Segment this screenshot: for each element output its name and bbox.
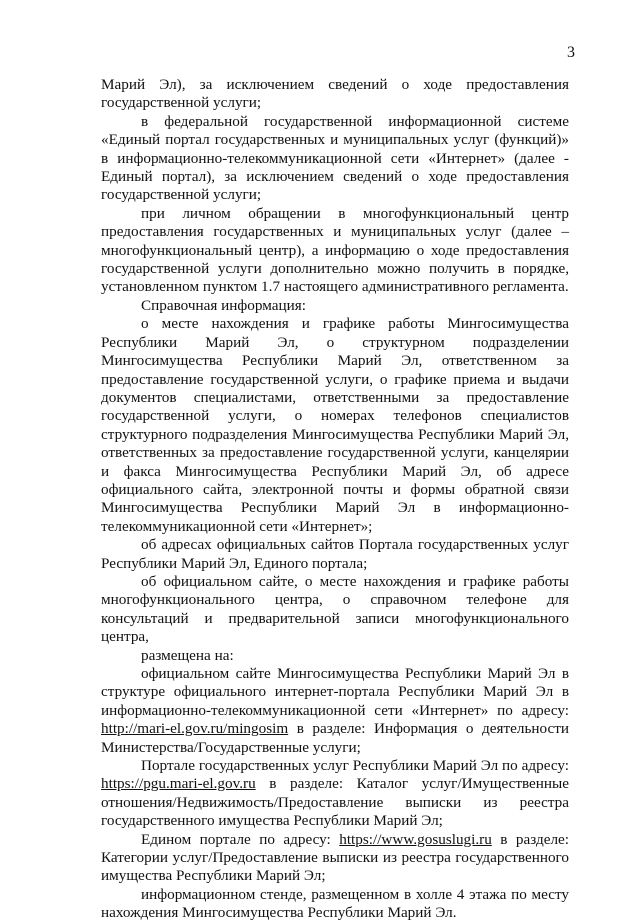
paragraph-gosuslugi-portal [101, 831, 569, 886]
page-number: 3 [567, 44, 575, 61]
gosuslugi-link[interactable]: https://www.gosuslugi.ru [339, 830, 492, 848]
paragraph-text: в разделе: Каталог услуг/Имущественные отношения/Недвижимость/Предоставление выписки из реестра государственного имущества Республики Марий Эл; [101, 775, 569, 830]
paragraph: об официальном сайте, о месте нахождения и графике работы многофункционального центра, о справочном телефоне для консультаций и предварительной записи многофункционального центра, [101, 572, 569, 646]
paragraph-text: Едином портале по адресу: [141, 830, 340, 848]
paragraph-text: Портале государственных услуг Республики Марий Эл по адресу: [141, 757, 569, 775]
paragraph-official-site [101, 665, 569, 757]
paragraph: Марий Эл), за исключением сведений о ходе предоставления государственной услуги; [101, 76, 569, 112]
paragraph: о месте нахождения и графике работы Мингосимущества Республики Марий Эл, о структурном подразделении Мингосимущества Республики Марий Эл, ответственном за предоставление государственной услуги, о графике приема и выдачи документов специалистами, ответственными за предоставление государственной услуги, о номерах телефонов специалистов структурного подразделения Мингосимущества Республики Марий Эл, ответственных за предоставление государственной услуги, канцелярии и факса Мингосимущества Республики Марий Эл, об адресе официального сайта, электронной почты и формы обратной связи Мингосимущества Республики Марий Эл в информационно-телекоммуникационной сети «Интернет»; [101, 315, 569, 535]
paragraph: в федеральной государственной информационной системе «Единый портал государственных и муниципальных услуг (функций)» в информационно-телекоммуникационной сети «Интернет» (далее - Единый портал), за исключением сведений о ходе предоставления государственной услуги; [101, 112, 569, 204]
paragraph-text: в разделе: Информация о деятельности Министерства/Государственные услуги; [101, 720, 569, 756]
pgu-link[interactable]: https://pgu.mari-el.gov.ru [101, 775, 256, 793]
paragraph: Справочная информация: [141, 296, 306, 314]
paragraph-pgu-portal [101, 757, 569, 831]
paragraph: размещена на: [141, 646, 234, 664]
paragraph: об адресах официальных сайтов Портала государственных услуг Республики Марий Эл, Единого портала; [101, 536, 569, 572]
paragraph-text: в разделе: Категории услуг/Предоставление выписки из реестра государственного имущества Республики Марий Эл; [101, 830, 569, 885]
paragraph: при личном обращении в многофункциональный центр предоставления государственных и муниципальных услуг (далее – многофункциональный центр), а информацию о ходе предоставления государственной услуги дополнительно можно получить в порядке, установленном пунктом 1.7 настоящего административного регламента. [101, 204, 569, 296]
paragraph-info-stand: информационном стенде, размещенном в холле 4 этажа по месту нахождения Мингосимущества Республики Марий Эл. [101, 885, 569, 922]
document-body [101, 76, 569, 923]
mingosim-link[interactable]: http://mari-el.gov.ru/mingosim [101, 720, 289, 738]
paragraph-text: официальном сайте Мингосимущества Республики Марий Эл в структуре официального интернет-портала Республики Марий Эл в информационно-телекоммуникационной сети «Интернет» по адресу: [101, 665, 569, 719]
